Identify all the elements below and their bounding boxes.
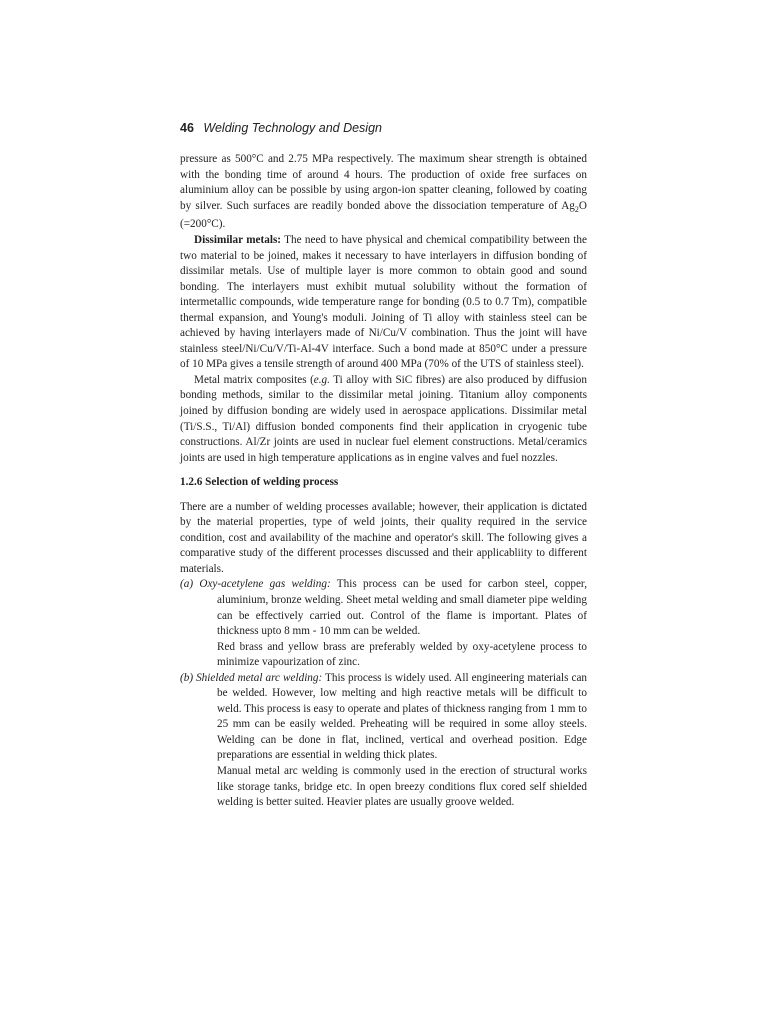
running-title: Welding Technology and Design: [203, 121, 382, 135]
page-number: 46: [180, 121, 194, 135]
page-header: [180, 121, 590, 135]
paragraph-text-end: Ti alloy with SiC fibres) are also produced by diffusion bonding methods, similar to the dissimilar metal joining. Titanium alloy components joined by diffusion bonding are widely used in aerospace applications. Dissimilar metal (Ti/S.S., Ti/Al) diffusion bonded components find their application in cryogenic tube constructions. Al/Zr joints are used in nuclear fuel element constructions. Metal/ceramics joints are used in high temperature applications as in engine valves and fuel nozzles.: [180, 373, 587, 464]
list-item-label: (b) Shielded metal arc welding:: [180, 671, 323, 684]
list-item-oxy-acetylene: [180, 577, 587, 670]
dissimilar-metals-heading: Dissimilar metals:: [194, 233, 282, 246]
paragraph-dissimilar-metals: [180, 233, 587, 373]
subscript-2: 2: [574, 204, 579, 214]
paragraph-text: Metal matrix composites (: [194, 373, 314, 386]
list-item-paragraph: Red brass and yellow brass are preferably welded by oxy-acetylene process to minimize vapourization of zinc.: [217, 640, 587, 669]
list-item-body: This process is widely used. All engineering materials can be welded. However, low melting and high reactive metals will be difficult to weld. This process is easy to operate and plates of thickness ranging from 1 mm to 25 mm can be easily welded. Preheating will be required in some alloy steels. Welding can be done in flat, inclined, vertical and overhead position. Edge preparations are essential in welding thick plates.: [217, 671, 587, 762]
list-item-paragraph: Manual metal arc welding is commonly used in the erection of structural works like storage tanks, bridge etc. In open breezy conditions flux cored self shielded welding is better suited. Heavier plates are usually groove welded.: [217, 765, 587, 809]
list-item-shielded-metal-arc: [180, 671, 587, 811]
list-item-body: This process can be used for carbon steel, copper, aluminium, bronze welding. Sheet metal welding and small diameter pipe welding can be effectively carried out. Control of the flame is important. Plates of thickness upto 8 mm - 10 mm can be welded.: [217, 578, 587, 638]
list-item-text: [180, 577, 587, 639]
list-item-label: (a) Oxy-acetylene gas welding:: [180, 578, 331, 591]
paragraph-diffusion-aluminium: [180, 152, 587, 233]
paragraph-intro: There are a number of welding processes available; however, their application is dictated by the material properties, type of weld joints, their quality required in the service condition, cost and availability of the machine and operator's skill. The following gives a comparative study of the different processes discussed and their applicabliity to different materials.: [180, 500, 587, 575]
list-item-text: [180, 671, 587, 764]
eg-italic: e.g.: [313, 373, 330, 386]
paragraph-text: pressure as 500°C and 2.75 MPa respectively. The maximum shear strength is obtained with the bonding time of around 4 hours. The production of oxide free surfaces on aluminium alloy can be possible by using argon-ion spatter cleaning, followed by coating by silver. Such surfaces are readily bonded above the dissociation temperature of Ag: [180, 153, 587, 212]
page-body: [180, 152, 587, 811]
section-heading: 1.2.6 Selection of welding process: [180, 476, 339, 489]
paragraph-text-end: O (=200°C).: [180, 199, 587, 231]
paragraph-text: The need to have physical and chemical compatibility between the two material to be joined, makes it necessary to have interlayers in diffusion bonding of dissimilar metals. Use of multiple layer is more common to obtain good and sound bonding. The interlayers must exhibit mutual solubility without the formation of intermetallic compounds, wide temperature range for bonding (0.5 to 0.7 Tm), compatible thermal expansion, and Young's moduli. Joining of Ti alloy with stainless steel can be achieved by having interlayers made of Ni/Cu/V combination. Thus the joint will have stainless steel/Ni/Cu/V/Ti-Al-4V interface. Such a bond made at 850°C under a pressure of 10 MPa gives a tensile strength of around 400 MPa (70% of the UTS of stainless steel).: [180, 233, 587, 371]
paragraph-metal-matrix: [180, 373, 587, 466]
